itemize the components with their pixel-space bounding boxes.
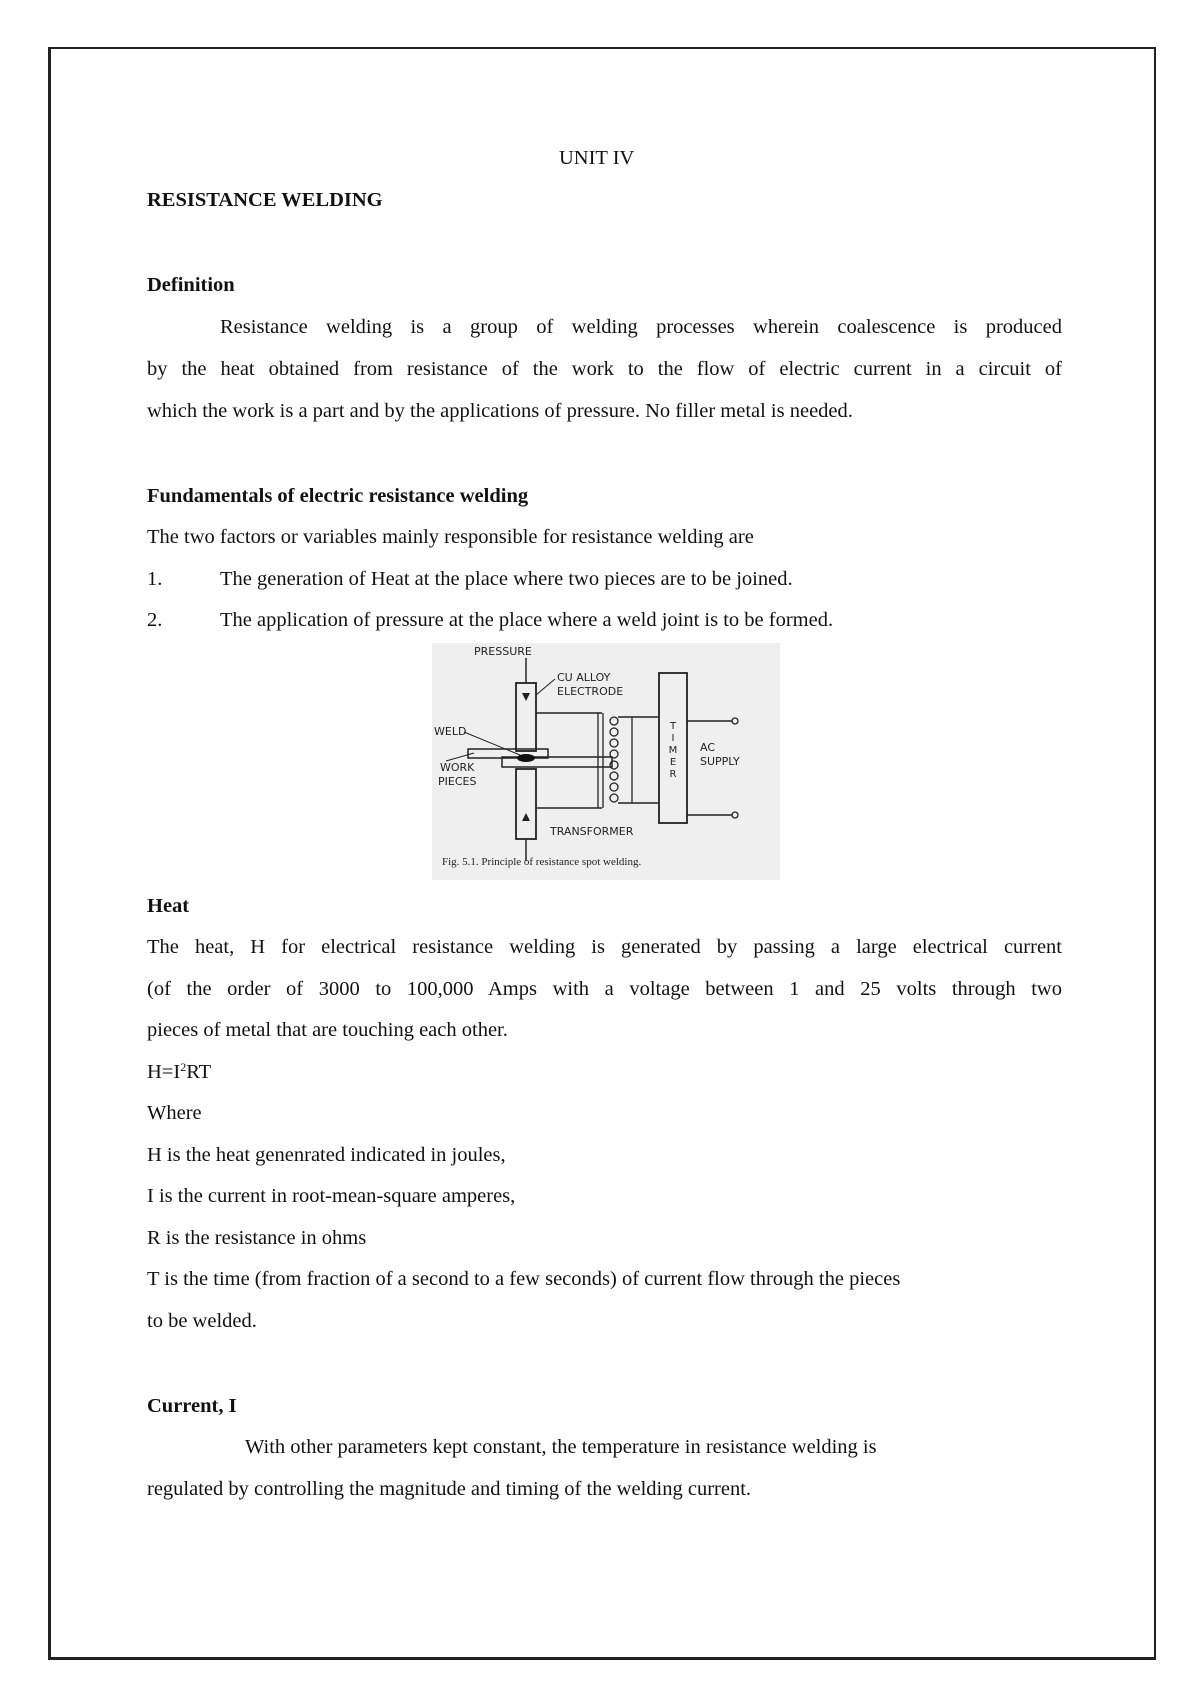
- terminal-top: [732, 718, 738, 724]
- heat-line-3: pieces of metal that are touching each other.: [147, 1019, 508, 1041]
- spot-welding-diagram: [432, 643, 780, 880]
- def-h: H is the heat genenrated indicated in joules,: [147, 1144, 506, 1166]
- label-transformer: TRANSFORMER: [550, 825, 634, 838]
- fundamentals-heading: Fundamentals of electric resistance welding: [147, 485, 529, 507]
- label-electrode-1: CU ALLOY: [557, 671, 611, 684]
- definition-line-1: Resistance welding is a group of welding processes wherein coalescence is produced: [220, 316, 1062, 338]
- unit-label: UNIT IV: [559, 147, 635, 169]
- heat-line-2: (of the order of 3000 to 100,000 Amps with a voltage between 1 and 25 volts through two: [147, 978, 1062, 1000]
- label-weld: WELD: [434, 725, 467, 738]
- current-heading: Current, I: [147, 1395, 237, 1417]
- label-pieces: PIECES: [438, 775, 477, 788]
- list-number-1: 1.: [147, 568, 163, 590]
- lower-electrode: [516, 769, 536, 839]
- formula-sup: 2: [180, 1060, 187, 1074]
- current-line-2: regulated by controlling the magnitude and timing of the welding current.: [147, 1478, 752, 1500]
- label-work: WORK: [440, 761, 475, 774]
- label-ac: AC: [700, 741, 716, 754]
- current-line-1: With other parameters kept constant, the temperature in resistance welding is: [245, 1436, 877, 1458]
- heat-formula: [147, 1059, 211, 1085]
- formula-post: RT: [186, 1061, 212, 1083]
- list-item-1: The generation of Heat at the place where two pieces are to be joined.: [220, 568, 793, 590]
- timer-letter-t: T: [669, 721, 677, 732]
- timer-letter-m: M: [668, 745, 678, 756]
- definition-heading: Definition: [147, 274, 235, 296]
- work-leader: [446, 753, 474, 761]
- arrow-down-icon: [522, 693, 530, 701]
- weld-leader: [464, 732, 520, 755]
- heat-heading: Heat: [147, 895, 190, 917]
- page-title: RESISTANCE WELDING: [147, 189, 383, 211]
- formula-pre: H=I: [147, 1061, 181, 1083]
- timer-letter-i: I: [671, 733, 675, 744]
- definition-line-3: which the work is a part and by the applications of pressure. No filler metal is needed.: [147, 400, 853, 422]
- transformer-coil: [598, 713, 632, 808]
- def-i: I is the current in root-mean-square amperes,: [147, 1185, 516, 1207]
- list-item-2: The application of pressure at the place where a weld joint is to be formed.: [220, 609, 834, 631]
- label-supply: SUPPLY: [700, 755, 740, 768]
- where-label: Where: [147, 1102, 202, 1124]
- electrode-leader: [536, 679, 555, 695]
- def-t-cont: to be welded.: [147, 1310, 257, 1332]
- heat-line-1: The heat, H for electrical resistance welding is generated by passing a large electrical current: [147, 936, 1062, 958]
- def-r: R is the resistance in ohms: [147, 1227, 367, 1249]
- terminal-bottom: [732, 812, 738, 818]
- timer-letter-r: R: [669, 769, 677, 780]
- definition-line-2: by the heat obtained from resistance of the work to the flow of electric current in a circuit of: [147, 358, 1062, 380]
- arrow-up-icon: [522, 813, 530, 821]
- label-electrode-2: ELECTRODE: [557, 685, 624, 698]
- label-pressure: PRESSURE: [474, 645, 532, 658]
- list-number-2: 2.: [147, 609, 163, 631]
- fundamentals-intro: The two factors or variables mainly responsible for resistance welding are: [147, 526, 754, 548]
- timer-letter-e: E: [669, 757, 677, 768]
- def-t: T is the time (from fraction of a second to a few seconds) of current flow through the pieces: [147, 1268, 901, 1290]
- figure-caption: Fig. 5.1. Principle of resistance spot welding.: [442, 856, 642, 868]
